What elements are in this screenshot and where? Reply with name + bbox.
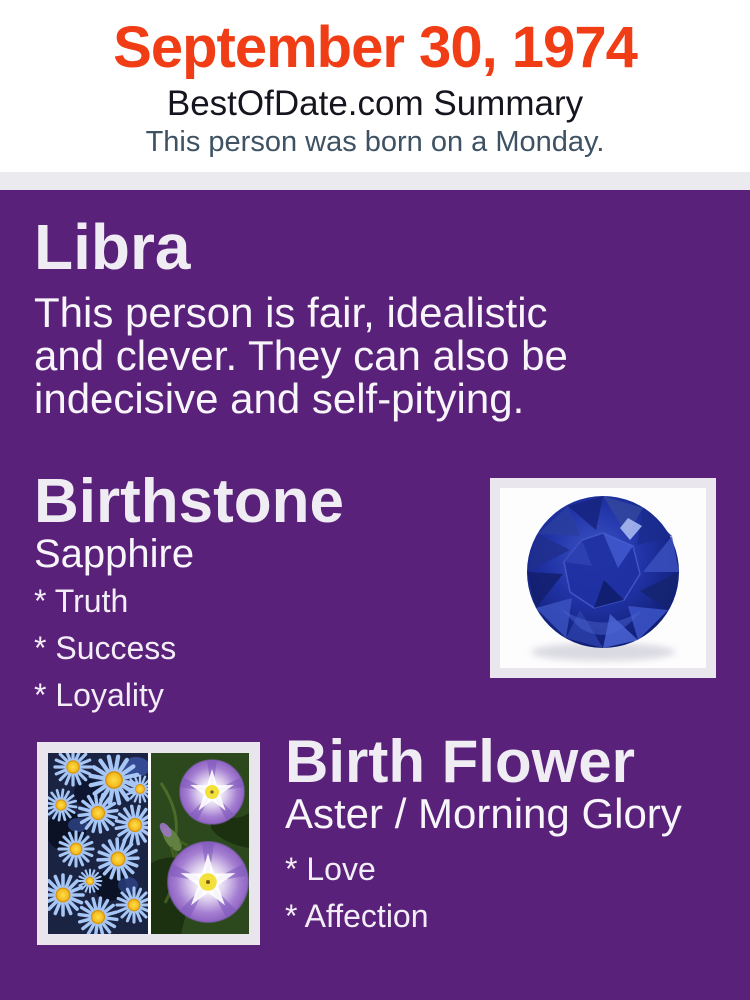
birth-flower-name: Aster / Morning Glory — [285, 790, 682, 837]
birthstone-trait: * Truth — [34, 583, 129, 619]
day-of-week-note: This person was born on a Monday. — [145, 125, 605, 158]
sapphire-image — [490, 478, 716, 678]
divider-bar — [0, 172, 750, 190]
birthstone-name: Sapphire — [34, 532, 195, 576]
birth-flower-images — [37, 742, 260, 945]
page-title: September 30, 1974 — [113, 15, 637, 80]
birthstone-trait: * Loyality — [34, 677, 164, 713]
birthstone-heading: Birthstone — [34, 467, 344, 536]
birth-flower-trait: * Affection — [285, 898, 429, 934]
header — [0, 0, 750, 172]
sapphire-gem-graphic — [500, 488, 706, 668]
zodiac-sign-heading: Libra — [34, 211, 191, 283]
birth-flower-heading: Birth Flower — [285, 728, 636, 795]
morning-glory-photo — [151, 753, 249, 934]
birthstone-trait: * Success — [34, 630, 177, 666]
birth-flower-trait: * Love — [285, 851, 376, 887]
site-summary-subtitle: BestOfDate.com Summary — [166, 83, 584, 123]
aster-photo — [48, 753, 148, 934]
zodiac-description: This person is fair, idealistic and clever. They can also be indecisive and self-pitying. — [34, 289, 568, 422]
